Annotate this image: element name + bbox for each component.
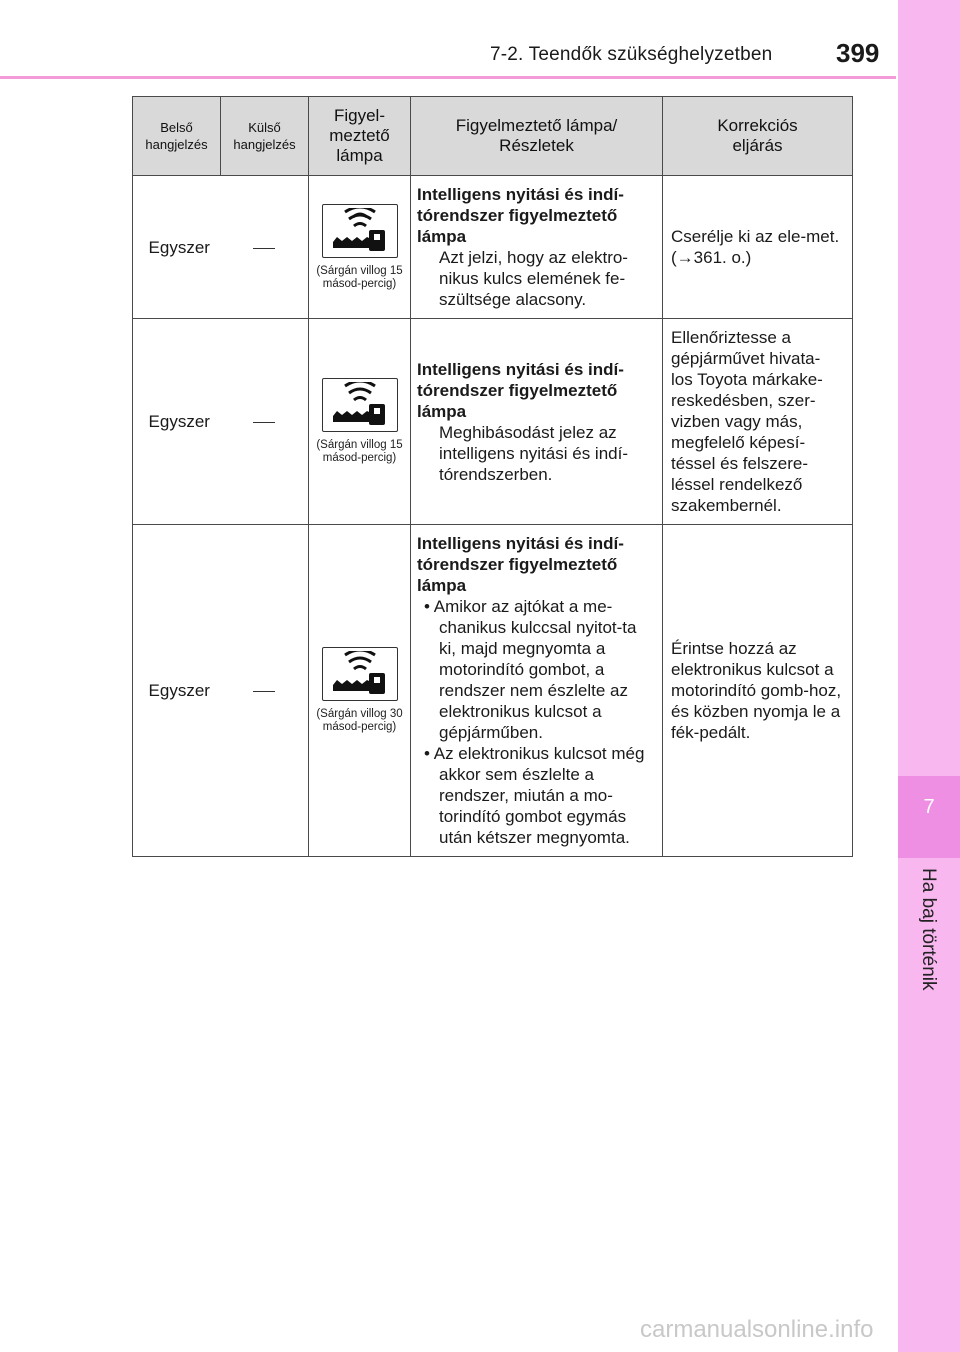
header-external: Külső hangjelzés	[221, 97, 309, 176]
cell-lamp	[309, 319, 411, 525]
cell-external	[221, 525, 309, 857]
section-title: 7-2. Teendők szükséghelyzetben	[490, 44, 773, 65]
details-bullet: • Az elektronikus kulcsot még akkor sem észlelte a rendszer, miután a mo-torindító gombot egymás után kétszer megnyomta.	[417, 743, 652, 848]
page-number: 399	[836, 38, 880, 68]
cell-procedure: Érintse hozzá az elektronikus kulcsot a motorindító gomb-hoz, és közben nyomja le a fék-pedált.	[663, 525, 853, 857]
cell-internal: Egyszer	[133, 176, 221, 319]
cell-details	[411, 525, 663, 857]
smart-key-warning-icon	[322, 647, 398, 701]
details-text: Meghibásodást jelez az intelligens nyitási és indí-tórendszerben.	[439, 422, 628, 484]
cell-internal: Egyszer	[133, 525, 221, 857]
table-row	[133, 319, 853, 525]
header-lamp: Figyel- meztető lámpa	[309, 97, 411, 176]
chapter-number: 7	[923, 796, 935, 818]
chapter-title: Ha baj történik	[918, 868, 939, 991]
watermark: carmanualsonline.info	[640, 1316, 874, 1343]
details-text: Azt jelzi, hogy az elektro-nikus kulcs elemének fe-szültsége alacsony.	[439, 248, 628, 309]
lamp-caption: (Sárgán villog 15 másod-percig)	[316, 439, 403, 464]
warning-table	[132, 96, 853, 857]
cell-lamp	[309, 176, 411, 319]
dash-icon	[253, 691, 275, 692]
cell-procedure: Cserélje ki az ele-met. (→361. o.)	[663, 176, 853, 319]
lamp-caption: (Sárgán villog 30 másod-percig)	[316, 708, 403, 733]
header-rule	[0, 76, 896, 79]
details-title: Intelligens nyitási és indí-tórendszer figyelmeztető lámpa	[417, 534, 624, 595]
cell-internal: Egyszer	[133, 319, 221, 525]
cell-details	[411, 176, 663, 319]
chapter-side-tab	[898, 0, 960, 1352]
dash-icon	[253, 422, 275, 423]
smart-key-warning-icon	[322, 378, 398, 432]
details-bullet: • Amikor az ajtókat a me-chanikus kulccsal nyitot-ta ki, majd megnyomta a motorindító gombot, a rendszer nem észlelte az elektronikus kulcsot a gépjárműben.	[417, 596, 652, 743]
table-header-row	[133, 97, 853, 176]
cell-external	[221, 176, 309, 319]
chapter-title-wrap	[903, 868, 953, 1008]
header-internal: Belső hangjelzés	[133, 97, 221, 176]
header-procedure: Korrekciós eljárás	[663, 97, 853, 176]
cell-details	[411, 319, 663, 525]
smart-key-warning-icon	[322, 204, 398, 258]
table-row	[133, 525, 853, 857]
cell-external	[221, 319, 309, 525]
cell-procedure: Ellenőriztesse a gépjárművet hivata-los Toyota márkake-reskedésben, szer-vizben vagy más, megfelelő képesí-téssel és felszere-léssel rendelkező szakembernél.	[663, 319, 853, 525]
details-title: Intelligens nyitási és indí-tórendszer figyelmeztető lámpa	[417, 359, 624, 421]
details-title: Intelligens nyitási és indí-tórendszer figyelmeztető lámpa	[417, 185, 624, 246]
dash-icon	[253, 248, 275, 249]
cell-lamp	[309, 525, 411, 857]
lamp-caption: (Sárgán villog 15 másod-percig)	[316, 264, 403, 290]
table-row	[133, 176, 853, 319]
header-details: Figyelmeztető lámpa/ Részletek	[411, 97, 663, 176]
